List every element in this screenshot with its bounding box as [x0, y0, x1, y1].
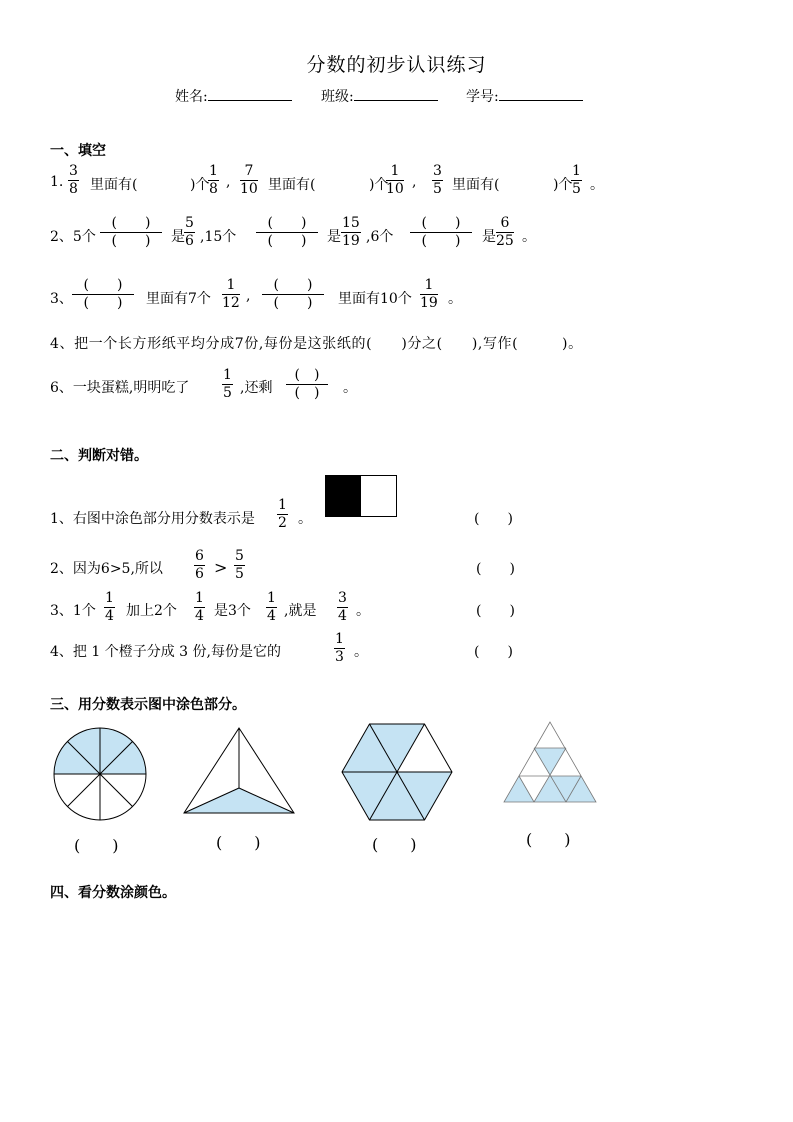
q3-fraction-2: $\frac{1}{19}$ — [420, 277, 438, 311]
j2-answer-paren[interactable]: ( ) — [476, 561, 515, 577]
hexagon-answer[interactable]: ( ) — [372, 835, 417, 854]
q1-comma-2: , — [412, 174, 417, 190]
j3-end: 。 — [356, 603, 370, 619]
q2-fraction-1: $\frac{5}{6}$ — [185, 215, 194, 249]
number-blank[interactable] — [499, 86, 583, 101]
j1-end: 。 — [298, 511, 312, 527]
j4-fraction: $\frac{1}{3}$ — [335, 631, 344, 665]
j1-fraction: $\frac{1}{2}$ — [278, 497, 287, 531]
q2-blank-fraction-1[interactable]: ( ) ( ) — [100, 215, 162, 250]
q1-fraction-1: $\frac{3}{8}$ — [69, 163, 78, 197]
j2-text: 2、因为6>5,所以 — [50, 561, 163, 577]
q1-fraction-2: $\frac{1}{8}$ — [209, 163, 218, 197]
j3-text-b: 加上2个 — [126, 603, 177, 619]
class-label: 班级: — [321, 89, 354, 105]
section2-heading: 二、判断对错。 — [50, 448, 148, 464]
q1-fraction-5: $\frac{3}{5}$ — [433, 163, 442, 197]
j4-answer-paren[interactable]: ( ) — [474, 644, 513, 660]
name-field[interactable] — [175, 86, 292, 106]
q2-end: 。 — [522, 229, 536, 245]
class-blank[interactable] — [354, 86, 438, 101]
q2-prefix: 2、5个 — [50, 229, 96, 245]
j3-text-d: ,就是 — [284, 603, 317, 619]
name-label: 姓名: — [175, 89, 208, 105]
number-field[interactable] — [466, 86, 583, 106]
q2-blank-fraction-3[interactable]: ( ) ( ) — [410, 215, 472, 250]
q2-is-2: 是 — [327, 229, 341, 245]
q1-comma-1: , — [226, 174, 231, 190]
q1-text-1: 里面有( — [90, 177, 138, 193]
q1-fraction-4: $\frac{1}{10}$ — [386, 163, 404, 197]
circle-answer[interactable]: ( ) — [74, 836, 119, 855]
q4-text: 4、把一个长方形纸平均分成7份,每份是这张纸的( )分之( ),写作( )。 — [50, 336, 583, 352]
triangle-answer[interactable]: ( ) — [216, 833, 261, 852]
q1-text-2: )个 — [190, 177, 210, 193]
j2-fraction-1: $\frac{6}{6}$ — [195, 548, 204, 582]
q2-fraction-2: $\frac{15}{19}$ — [342, 215, 360, 249]
q2-blank-fraction-2[interactable]: ( ) ( ) — [256, 215, 318, 250]
j1-answer-paren[interactable]: ( ) — [474, 511, 513, 527]
j1-text: 1、右图中涂色部分用分数表示是 — [50, 511, 255, 527]
j3-fraction-4: $\frac{3}{4}$ — [338, 590, 347, 624]
q1-fraction-6: $\frac{1}{5}$ — [572, 163, 581, 197]
small-triangles-figure — [502, 720, 598, 804]
section4-heading: 四、看分数涂颜色。 — [50, 885, 176, 901]
q3-prefix: 3、 — [50, 291, 73, 307]
q2-mid-2: ,6个 — [366, 229, 394, 245]
q1-fraction-3: $\frac{7}{10}$ — [240, 163, 258, 197]
small-triangles-answer[interactable]: ( ) — [526, 830, 571, 849]
hexagon-figure — [340, 722, 454, 822]
q6-blank-fraction[interactable]: ( ) ( ) — [286, 367, 328, 402]
q1-text-5: 里面有( — [452, 177, 500, 193]
j3-answer-paren[interactable]: ( ) — [476, 603, 515, 619]
j3-text-a: 3、1个 — [50, 603, 96, 619]
q2-is-3: 是 — [482, 229, 496, 245]
q1-text-6: )个 — [553, 177, 573, 193]
q3-blank-fraction-2[interactable]: ( ) ( ) — [262, 277, 324, 312]
q2-fraction-3: $\frac{6}{25}$ — [496, 215, 514, 249]
q2-mid-1: ,15个 — [200, 229, 237, 245]
q6-fraction-1: $\frac{1}{5}$ — [223, 367, 232, 401]
j3-fraction-2: $\frac{1}{4}$ — [195, 590, 204, 624]
q1-text-4: )个 — [369, 177, 389, 193]
section3-heading: 三、用分数表示图中涂色部分。 — [50, 697, 246, 713]
page-title: 分数的初步认识练习 — [306, 54, 487, 76]
q3-text-1: 里面有7个 — [146, 291, 211, 307]
triangle-figure — [182, 726, 296, 816]
q6-text-1: ,还剩 — [240, 380, 273, 396]
j2-greater-than: > — [214, 558, 228, 577]
q6-end: 。 — [343, 380, 357, 396]
section1-heading: 一、填空 — [50, 143, 106, 159]
j4-text: 4、把 1 个橙子分成 3 份,每份是它的 — [50, 644, 281, 660]
class-field[interactable] — [321, 86, 438, 106]
q2-is-1: 是 — [171, 229, 185, 245]
half-shaded-rectangle — [325, 475, 397, 517]
j3-fraction-1: $\frac{1}{4}$ — [105, 590, 114, 624]
circle-figure — [52, 726, 148, 822]
j2-fraction-2: $\frac{5}{5}$ — [235, 548, 244, 582]
q1-prefix: 1. — [50, 174, 64, 190]
q1-end: 。 — [590, 177, 604, 193]
q3-comma: , — [246, 288, 251, 304]
q3-text-2: 里面有10个 — [338, 291, 412, 307]
q3-fraction-1: $\frac{1}{12}$ — [222, 277, 240, 311]
j3-fraction-3: $\frac{1}{4}$ — [267, 590, 276, 624]
q3-end: 。 — [448, 291, 462, 307]
j3-text-c: 是3个 — [214, 603, 251, 619]
j4-end: 。 — [354, 644, 368, 660]
name-blank[interactable] — [208, 86, 292, 101]
number-label: 学号: — [466, 89, 499, 105]
q3-blank-fraction-1[interactable]: ( ) ( ) — [72, 277, 134, 312]
q6-prefix: 6、一块蛋糕,明明吃了 — [50, 380, 190, 396]
q1-text-3: 里面有( — [268, 177, 316, 193]
